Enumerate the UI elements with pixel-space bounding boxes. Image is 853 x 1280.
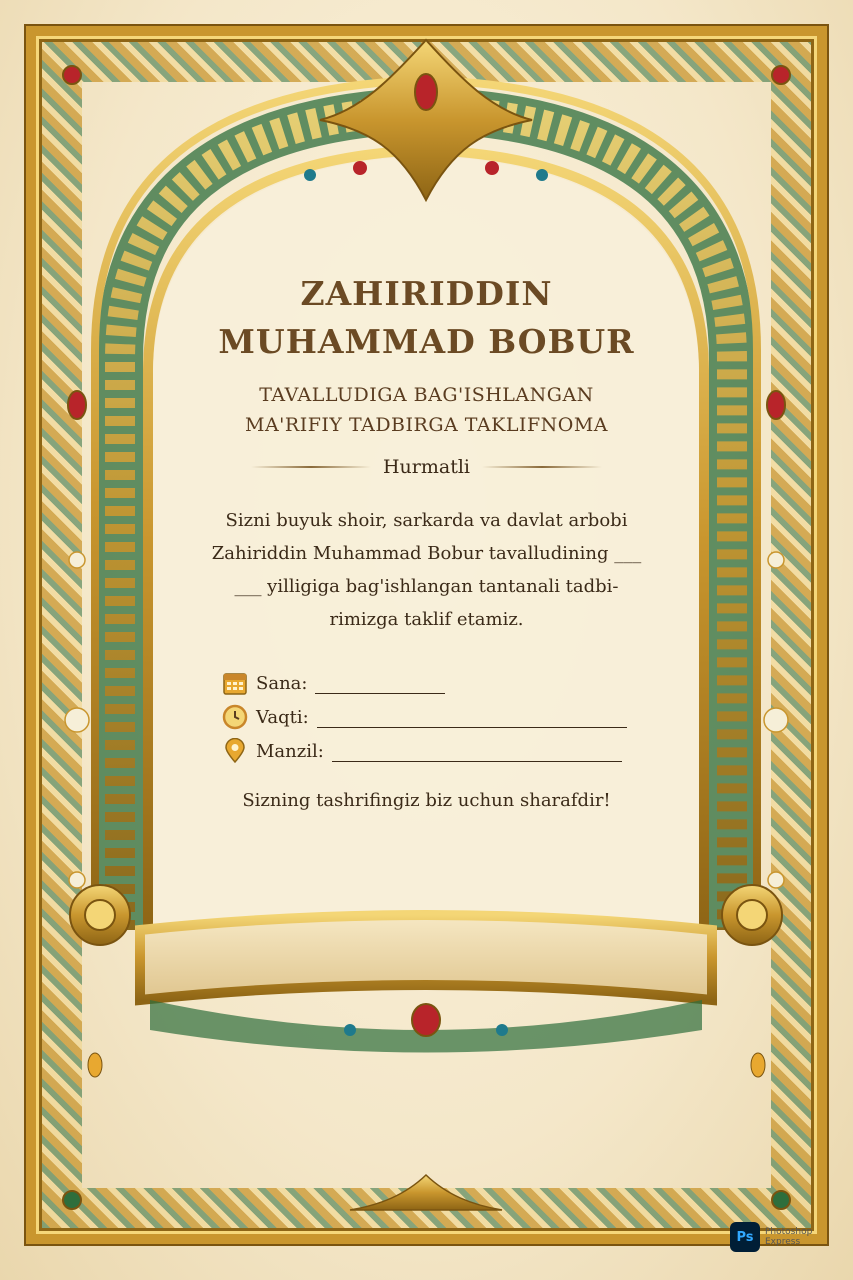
watermark-text xyxy=(765,1227,812,1247)
greeting-row xyxy=(160,456,693,478)
closing-text: Sizning tashrifingiz biz uchun sharafdir! xyxy=(242,790,611,811)
title xyxy=(160,270,693,366)
greeting: Hurmatli xyxy=(382,456,471,478)
clock-icon xyxy=(222,704,248,730)
bottom-ornament xyxy=(350,1175,502,1210)
body-line-1: Sizni buyuk shoir, sarkarda va davlat arbobi xyxy=(225,510,628,531)
date-row xyxy=(222,666,693,700)
location-pin-icon xyxy=(222,738,248,764)
title-line-1: ZAHIRIDDIN xyxy=(300,274,553,313)
date-field-line[interactable] xyxy=(315,673,445,694)
invitation-content xyxy=(160,270,693,811)
subtitle-line-2: MA'RIFIY TADBIRGA TAKLIFNOMA xyxy=(244,414,608,436)
right-divider xyxy=(482,466,602,468)
time-row xyxy=(222,700,693,734)
photoshop-express-watermark xyxy=(730,1222,812,1252)
address-label: Manzil: xyxy=(256,740,324,762)
address-row xyxy=(222,734,693,768)
subtitle-line-1: TAVALLUDIGA BAG'ISHLANGAN xyxy=(259,384,594,406)
body-line-4: rimizga taklif etamiz. xyxy=(329,609,524,630)
watermark-line-1: Photoshop xyxy=(765,1227,813,1237)
subtitle xyxy=(160,380,693,440)
event-details xyxy=(222,666,693,768)
invitation-body xyxy=(177,504,677,636)
address-field-line[interactable] xyxy=(332,741,622,762)
date-label: Sana: xyxy=(256,672,308,694)
calendar-icon xyxy=(222,670,248,696)
watermark-line-2: Express xyxy=(765,1237,801,1247)
body-line-3: ___ yilligiga bag'ishlangan tantanali tadbi- xyxy=(234,576,619,597)
title-line-2: MUHAMMAD BOBUR xyxy=(218,322,635,361)
time-label: Vaqti: xyxy=(256,706,309,728)
body-line-2: Zahiriddin Muhammad Bobur tavalludining ___ xyxy=(211,543,642,564)
left-divider xyxy=(251,466,371,468)
photoshop-logo-icon: Ps xyxy=(730,1222,760,1252)
time-field-line[interactable] xyxy=(317,707,627,728)
